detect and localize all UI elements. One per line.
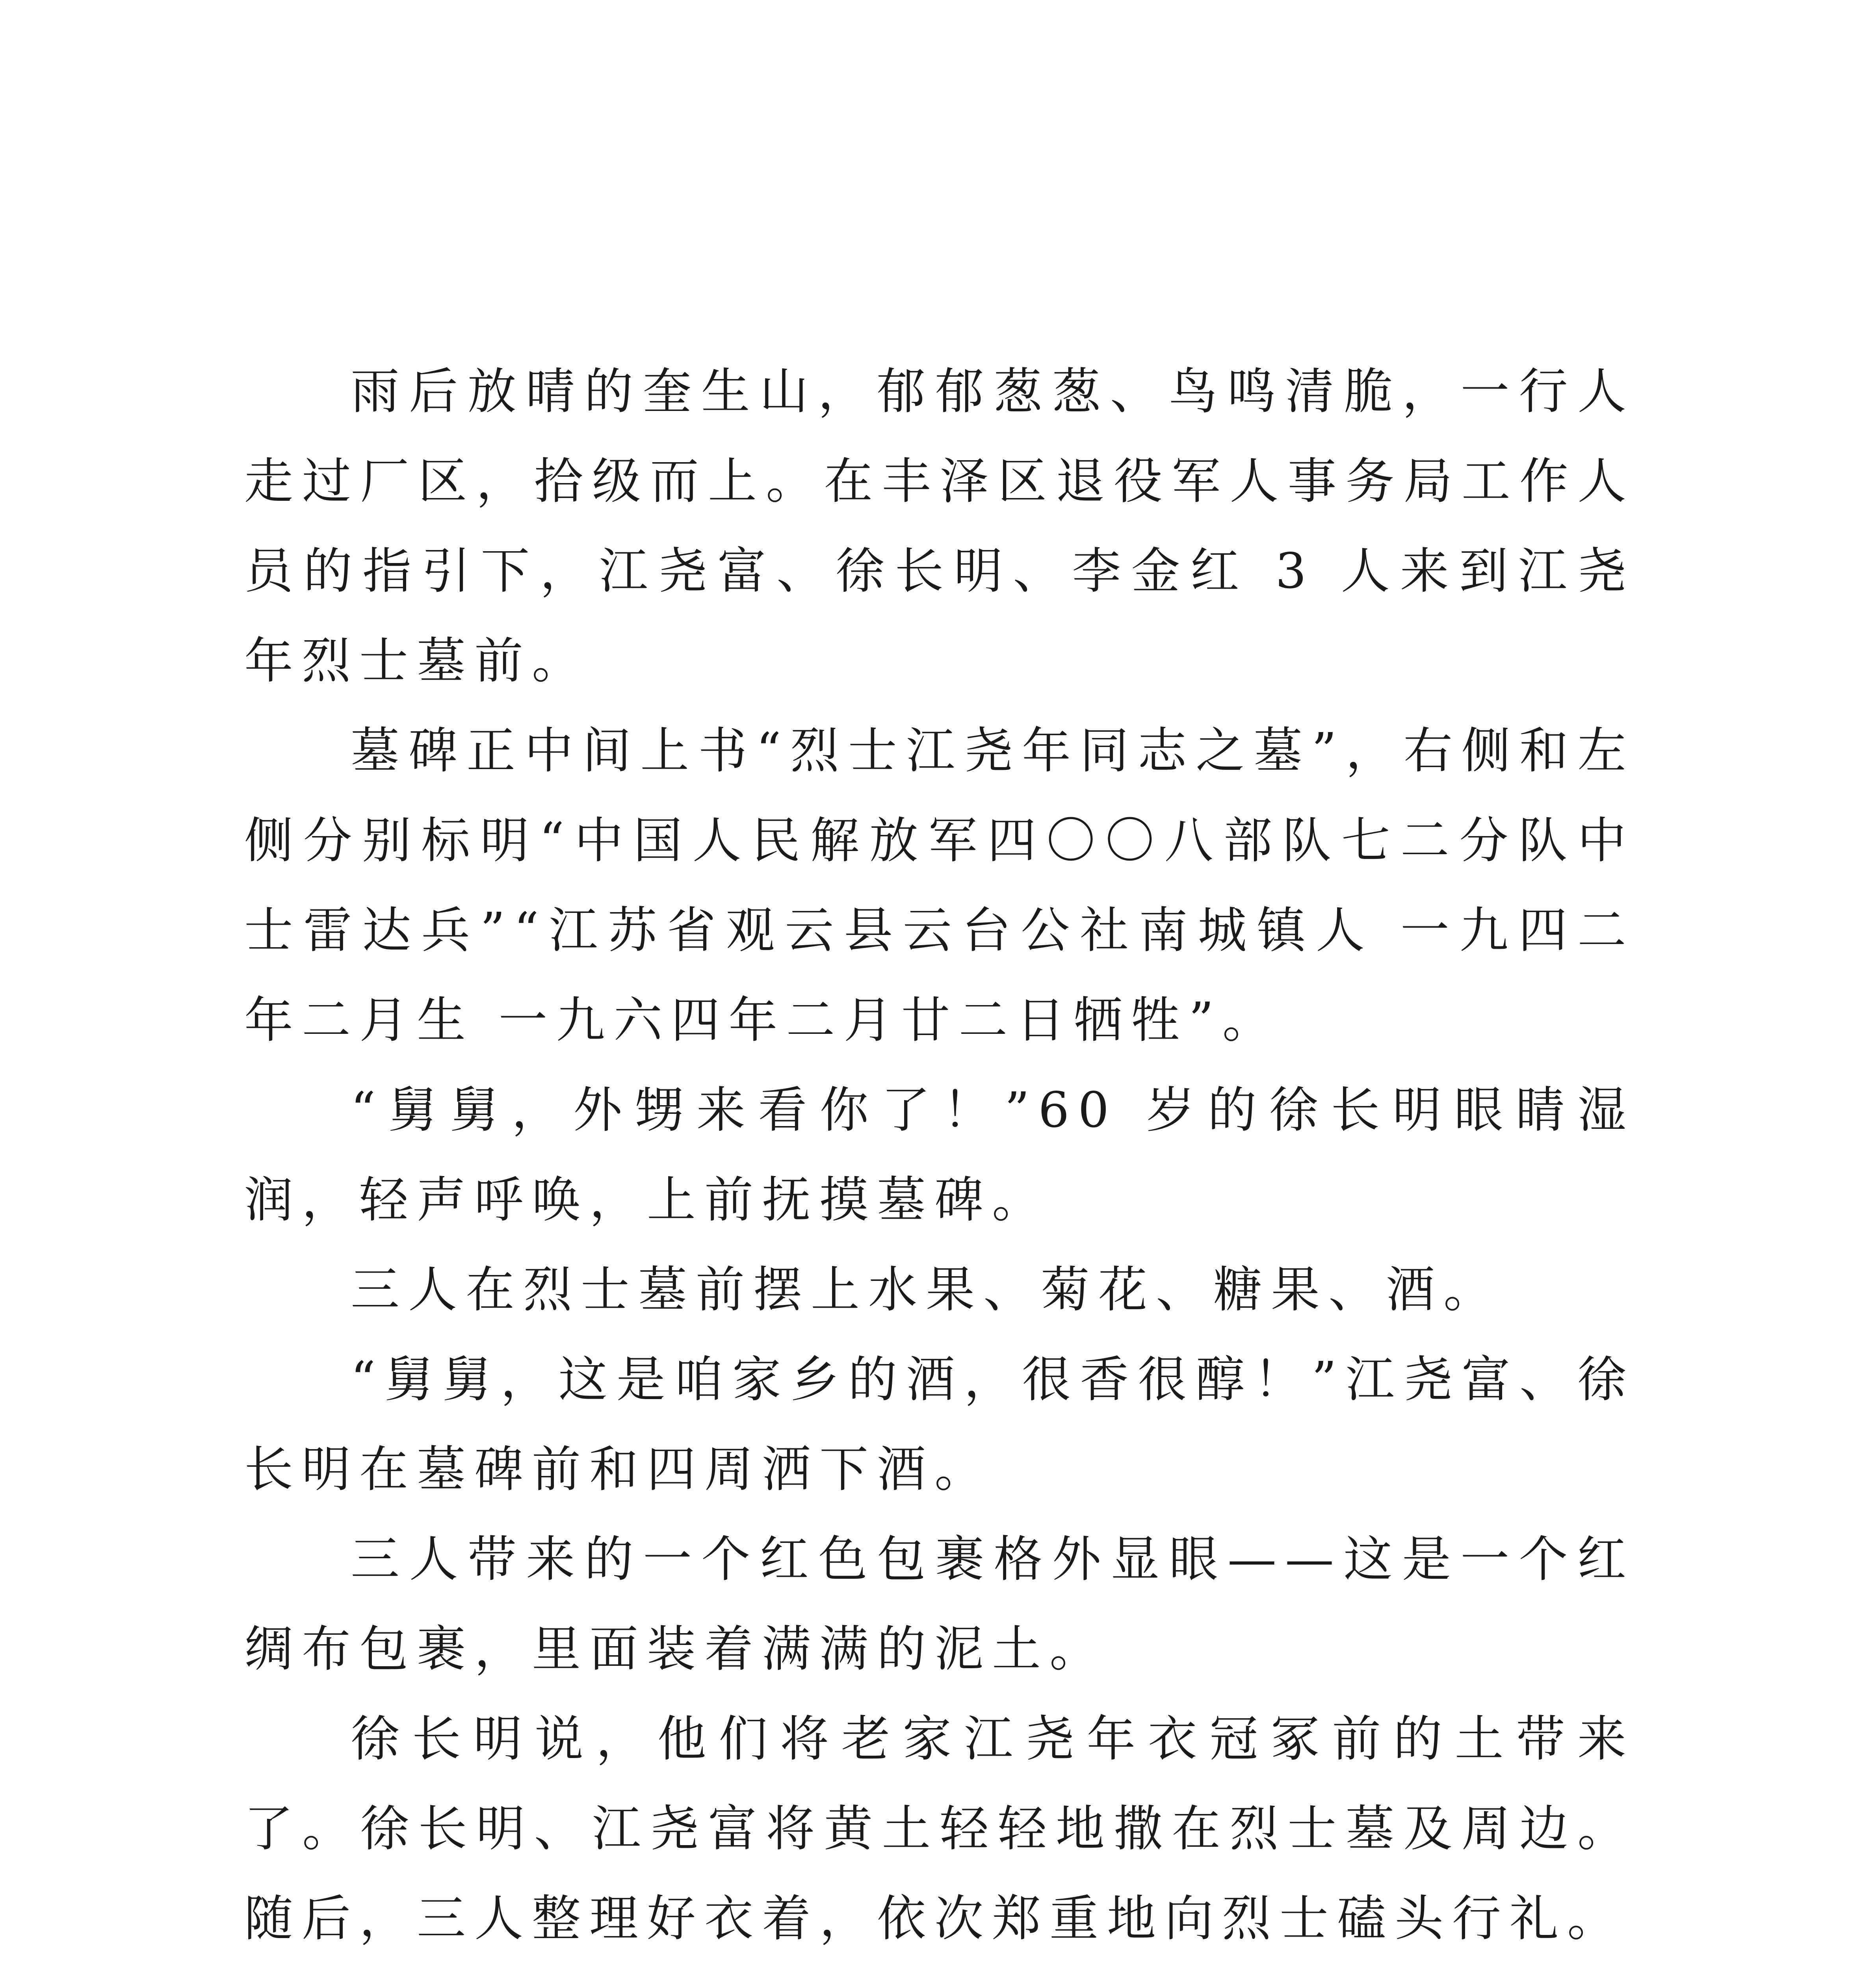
article-body bbox=[244, 347, 1635, 1970]
paragraph-6: 三人带来的一个红色包裹格外显眼——这是一个红绸布包裹，里面装着满满的泥土。 bbox=[244, 1531, 1635, 1678]
paragraph-3: “舅舅，外甥来看你了！”60 岁的徐长明眼睛湿润，轻声呼唤，上前抚摸墓碑。 bbox=[244, 1082, 1635, 1228]
paragraph-2: 墓碑正中间上书“烈士江尧年同志之墓”，右侧和左侧分别标明“中国人民解放军四〇〇八部队七二分队中士雷达兵”“江苏省观云县云台公社南城镇人 一九四二年二月生 一九六四年二月廿二日牺牲”。 bbox=[244, 723, 1635, 1049]
paragraph-7: 徐长明说，他们将老家江尧年衣冠冢前的土带来了。徐长明、江尧富将黄土轻轻地撒在烈士墓及周边。随后，三人整理好衣着，依次郑重地向烈士磕头行礼。 bbox=[244, 1711, 1635, 1947]
paragraph-5: “舅舅，这是咱家乡的酒，很香很醇！”江尧富、徐长明在墓碑前和四周洒下酒。 bbox=[244, 1351, 1635, 1498]
paragraph-1: 雨后放晴的奎生山，郁郁葱葱、鸟鸣清脆，一行人走过厂区，拾级而上。在丰泽区退役军人事务局工作人员的指引下，江尧富、徐长明、李金红 3 人来到江尧年烈士墓前。 bbox=[244, 363, 1635, 690]
paragraph-4: 三人在烈士墓前摆上水果、菊花、糖果、酒。 bbox=[351, 1262, 1501, 1318]
section-subheading bbox=[244, 1964, 1635, 1970]
